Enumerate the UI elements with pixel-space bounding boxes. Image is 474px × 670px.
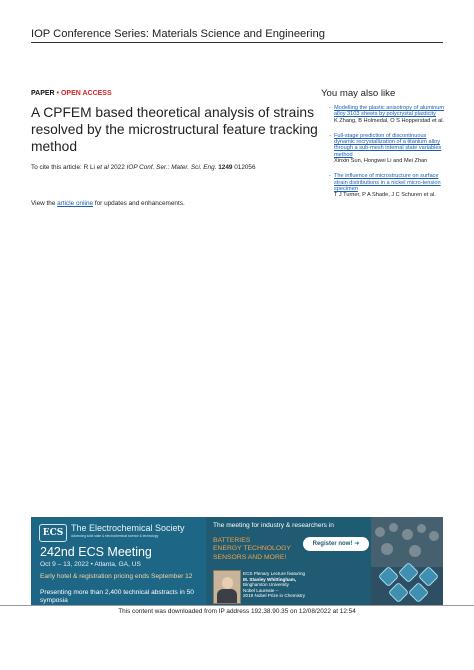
society-name: The Electrochemical Society bbox=[71, 523, 185, 533]
sidebar-title: You may also like bbox=[321, 88, 396, 99]
citation-line bbox=[31, 164, 311, 171]
lecture-speaker: M. Stanley Whittingham, bbox=[243, 576, 297, 582]
society-tagline: Advancing solid state & electrochemical science & technology bbox=[71, 534, 159, 538]
chip-icon bbox=[388, 582, 409, 603]
ad-topics bbox=[213, 537, 291, 562]
view-online-line bbox=[31, 200, 185, 207]
label-separator: • bbox=[54, 90, 61, 97]
download-notice: This content was downloaded from IP address 192.38.90.35 on 12/08/2022 at 12:54 bbox=[0, 605, 474, 615]
speaker-body bbox=[217, 589, 237, 603]
audience-image bbox=[371, 517, 443, 567]
cite-prefix: To cite this article: R Li bbox=[31, 164, 97, 171]
paper-label-text: PAPER bbox=[31, 90, 55, 97]
ad-intro-text: The meeting for industry & researchers in bbox=[213, 522, 334, 529]
cite-page: 012056 bbox=[232, 164, 256, 171]
paper-type-label bbox=[31, 90, 112, 97]
register-now-button[interactable] bbox=[303, 537, 369, 551]
related-article bbox=[321, 105, 446, 124]
article-title: A CPFEM based theoretical analysis of strains resolved by the microstructural feature tracking method bbox=[31, 105, 318, 154]
related-article-link[interactable]: Modelling the plastic anisotropy of aluminum alloy 3103 sheets by polycrystal plasticity bbox=[334, 105, 445, 118]
related-article-link[interactable]: The influence of microstructure on surface strain distributions in a nickel micro-tension specimen bbox=[334, 173, 441, 192]
topic-energy-technology: ENERGY TECHNOLOGY bbox=[213, 545, 291, 553]
related-article-authors: K Zhang, B Holmedal, O S Hopperstad et al. bbox=[334, 117, 445, 124]
related-article bbox=[321, 133, 446, 164]
list-dash: - bbox=[329, 105, 331, 111]
cite-year: 2022 bbox=[108, 164, 127, 171]
abstracts-note: Presenting more than 2,400 technical abstracts in 50 symposia bbox=[40, 589, 194, 604]
list-dash: - bbox=[329, 173, 331, 180]
topic-batteries: BATTERIES bbox=[213, 537, 251, 544]
meeting-dates: Oct 9 – 13, 2022 • Atlanta, GA, US bbox=[40, 561, 141, 568]
view-prefix: View the bbox=[31, 200, 58, 207]
related-article-authors: Xinxin Sun, Hongwei Li and Mei Zhan bbox=[334, 158, 428, 165]
ad-left-panel bbox=[31, 517, 206, 606]
arrow-right-icon: ➜ bbox=[354, 541, 360, 547]
article-online-link[interactable]: article online bbox=[57, 200, 94, 207]
journal-header: IOP Conference Series: Materials Science and Engineering bbox=[31, 28, 443, 43]
plenary-lecture-info bbox=[243, 571, 333, 599]
related-article-authors: T J Turner, P A Shade, J C Schuren et al. bbox=[334, 192, 436, 199]
ecs-advertisement-banner[interactable] bbox=[31, 517, 443, 606]
open-access-badge: OPEN ACCESS bbox=[60, 90, 112, 97]
cite-etal: et al bbox=[96, 164, 109, 171]
sensor-icon bbox=[398, 562, 419, 583]
list-dash: - bbox=[329, 132, 331, 139]
early-pricing-note: Early hotel & registration pricing ends September 12 bbox=[40, 573, 193, 580]
cite-volume: 1249 bbox=[218, 164, 233, 171]
cite-journal: IOP Conf. Ser.: Mater. Sci. Eng. bbox=[126, 164, 217, 171]
register-label: Register now! bbox=[312, 541, 353, 547]
lecture-title: ECS Plenary Lecture featuring bbox=[243, 571, 306, 576]
ecs-logo: ECS bbox=[39, 524, 67, 542]
meeting-name: 242nd ECS Meeting bbox=[40, 545, 152, 559]
ad-image-panel bbox=[371, 517, 443, 606]
related-article-link[interactable]: Full-stage prediction of discontinuous dynamic recrystallization of a titanium alloy through a sub-mesh internal state variables method bbox=[334, 132, 442, 158]
view-suffix: for updates and enhancements. bbox=[93, 200, 185, 207]
lecture-prize: 2019 Nobel Prize in Chemistry bbox=[243, 593, 306, 599]
related-article bbox=[321, 173, 446, 198]
lecture-role: Nobel Laureate – bbox=[243, 587, 279, 593]
lecture-org: Binghamton University bbox=[243, 582, 289, 588]
speaker-photo bbox=[213, 570, 241, 604]
technology-icons-grid bbox=[379, 563, 439, 603]
ad-middle-panel bbox=[206, 517, 371, 606]
related-articles-sidebar bbox=[321, 88, 446, 208]
topic-sensors: SENSORS AND MORE! bbox=[213, 553, 287, 561]
speaker-head bbox=[222, 577, 233, 589]
